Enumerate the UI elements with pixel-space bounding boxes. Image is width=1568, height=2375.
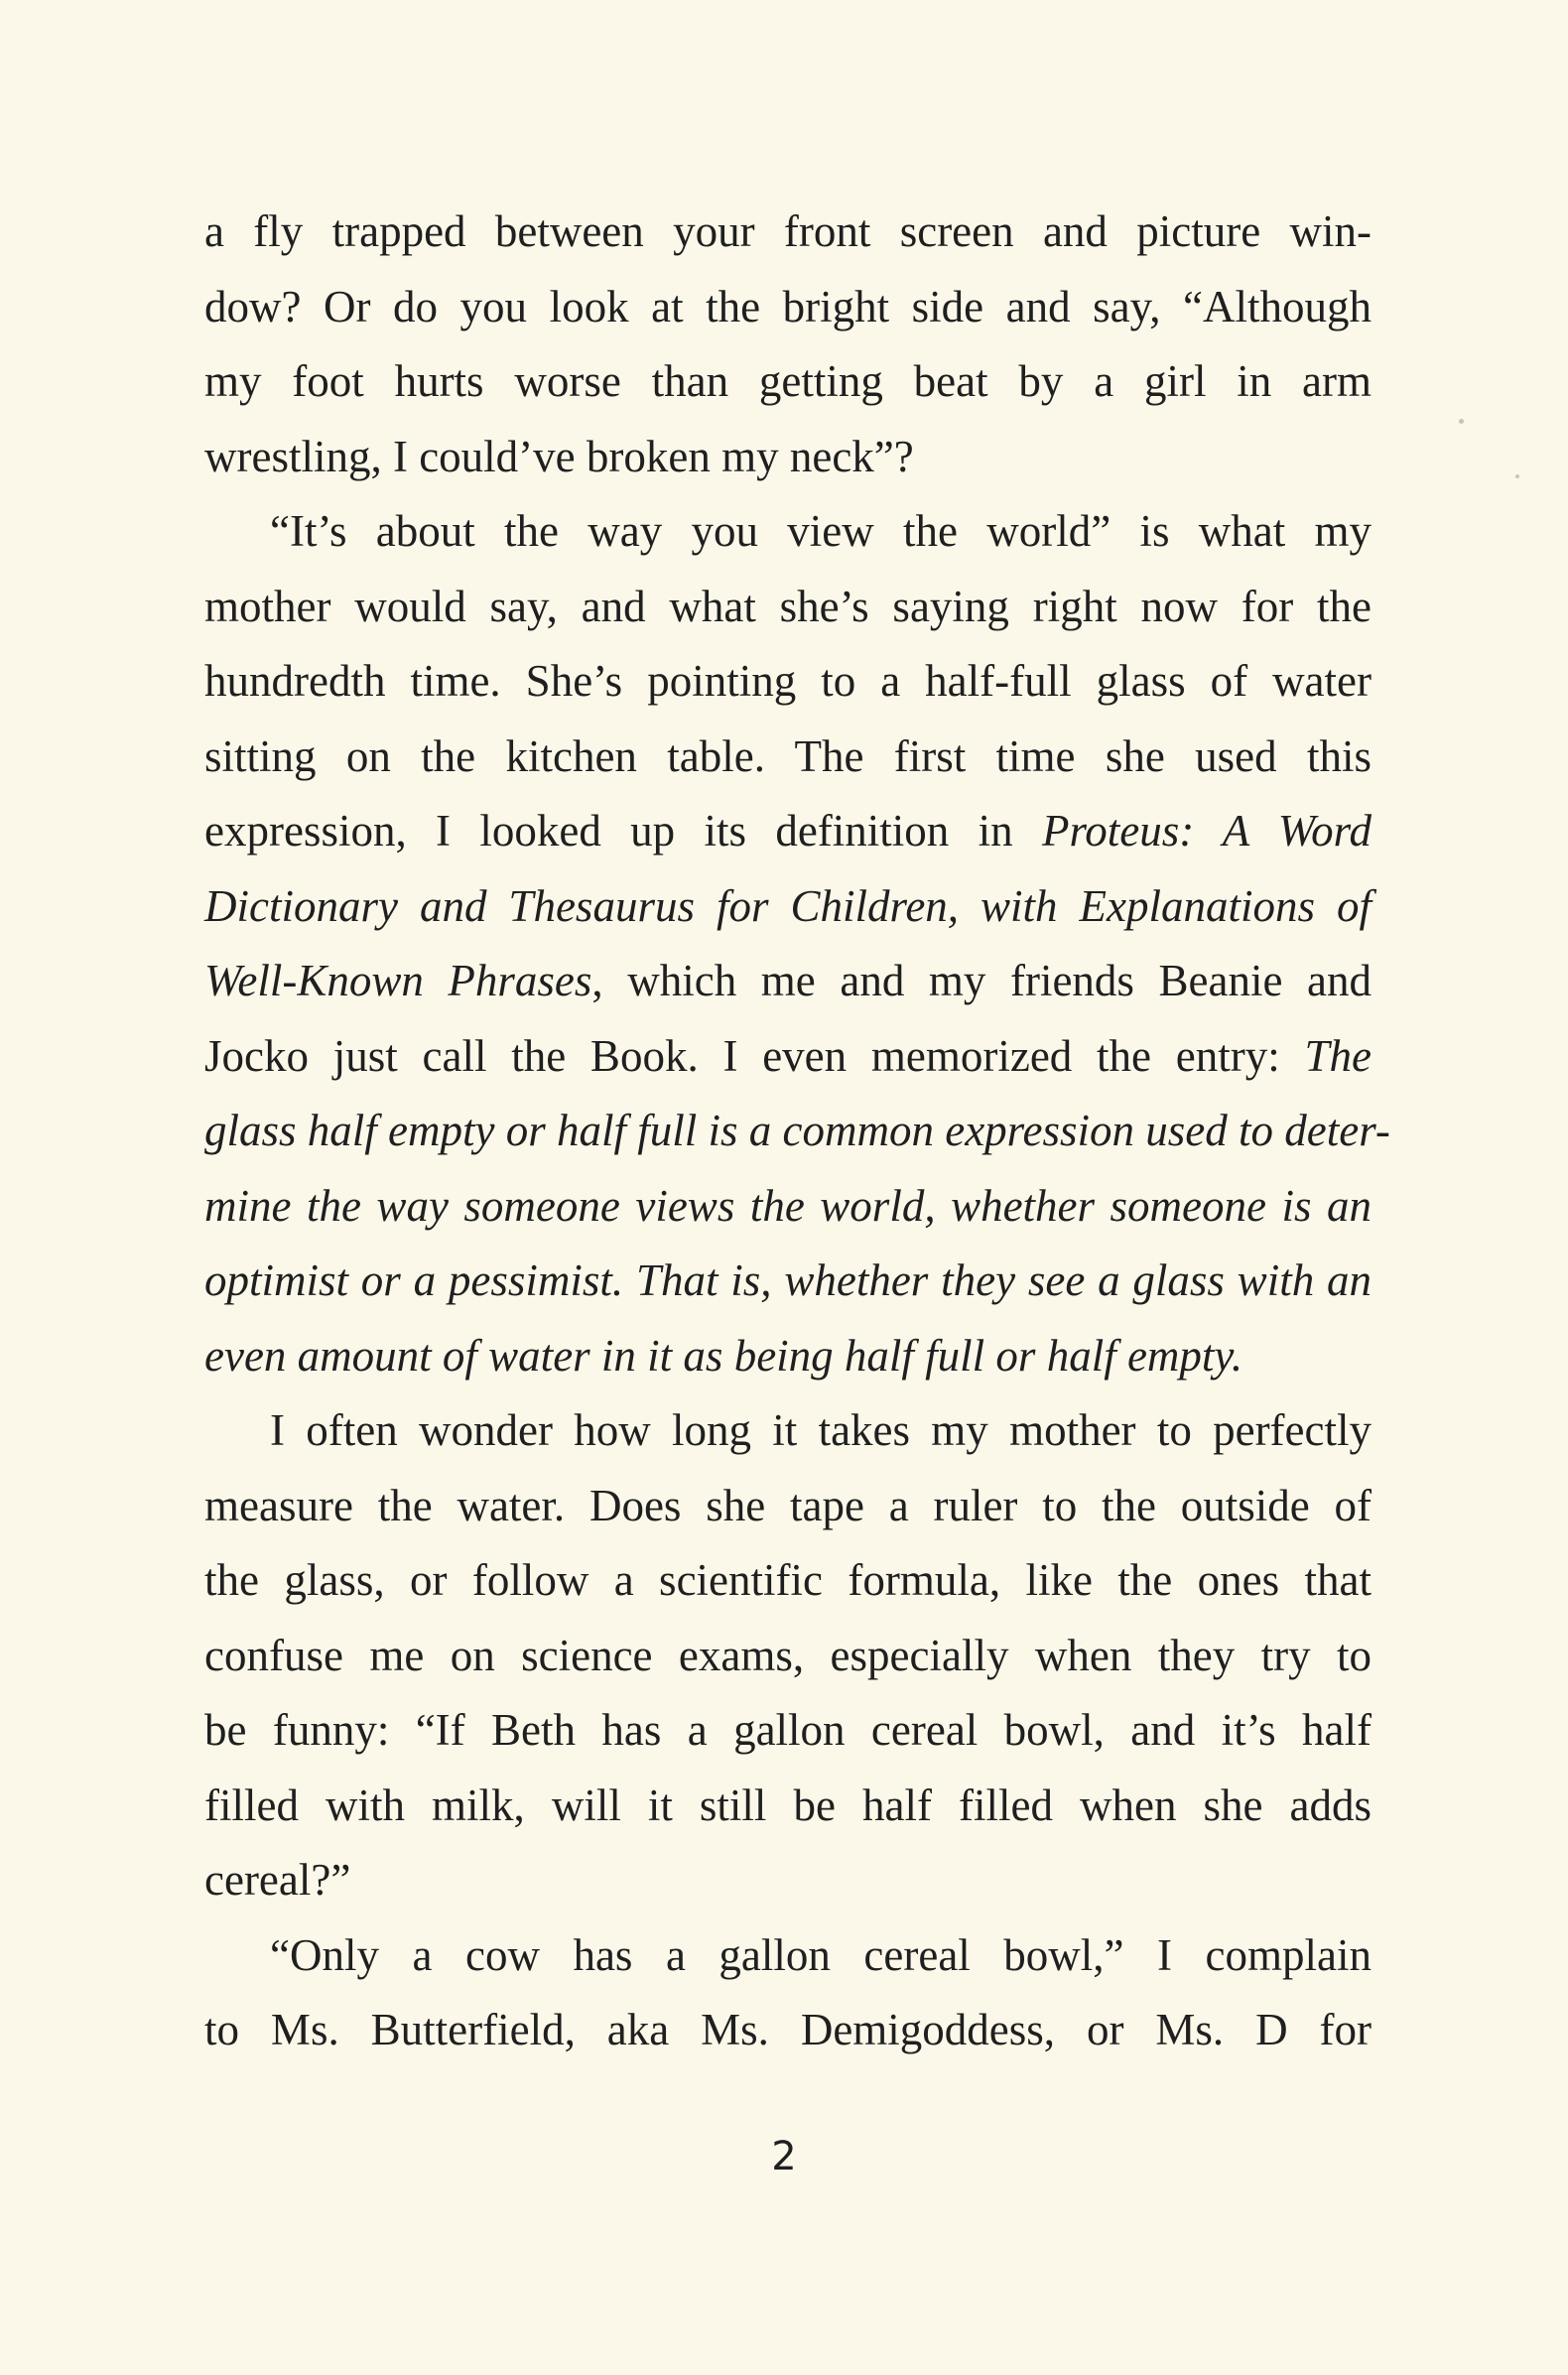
text-line: hundredth time. She’s pointing to a half-full glass of water [204,656,1372,706]
text-line [204,1169,1372,1245]
italic-text: optimist or a pessimist. That is, whether they see a glass with an [204,1255,1372,1305]
text-line: “It’s about the way you view the world” is what my [270,506,1372,556]
paper-speck [1459,419,1464,424]
text-line: measure the water. Does she tape a ruler to the outside of [204,1480,1372,1530]
text-line: wrestling, I could’ve broken my neck”? [204,431,914,481]
text-line [204,794,1372,869]
text-line [204,1019,1372,1095]
paper-speck [1515,474,1519,478]
text-line [204,944,1372,1019]
italic-text: mine the way someone views the world, whether someone is an [204,1180,1372,1231]
italic-text: The [1304,1030,1372,1081]
italic-text: even amount of water in it as being half full or half empty. [204,1330,1243,1381]
text-line: cereal?” [204,1855,351,1905]
body-text [204,195,1390,2068]
text-segment: , which me and my friends Beanie and [591,956,1372,1005]
text-line: filled with milk, will it still be half filled when she adds [204,1780,1372,1830]
text-line: confuse me on science exams, especially when they try to [204,1630,1372,1680]
text-line [204,869,1372,945]
text-line [204,1094,1390,1169]
text-line: my foot hurts worse than getting beat by a girl in arm [204,356,1372,406]
text-line [204,1319,1372,1394]
text-line: sitting on the kitchen table. The first time she used this [204,730,1372,781]
text-line [204,1244,1372,1319]
text-line: the glass, or follow a scientific formula, like the ones that [204,1555,1372,1605]
text-line: mother would say, and what she’s saying right now for the [204,581,1372,631]
page-number: 2 [771,2134,797,2179]
text-line: a fly trapped between your front screen and picture win- [204,206,1372,256]
text-line: “Only a cow has a gallon cereal bowl,” I complain [270,1929,1372,1980]
text-line: be funny: “If Beth has a gallon cereal bowl, and it’s half [204,1705,1372,1755]
text-segment: Jocko just call the Book. I even memorized the entry: [204,1030,1305,1081]
text-line: I often wonder how long it takes my mother to perfectly [270,1405,1372,1455]
italic-text: glass half empty or half full is a common expression used to deter- [204,1106,1390,1155]
text-line: to Ms. Butterfield, aka Ms. Demigoddess, or Ms. D for [204,2005,1372,2054]
italic-text: Proteus: A Word [1041,806,1372,856]
italic-text: Dictionary and Thesaurus for Children, with Explanations of [204,880,1372,931]
text-segment: expression, I looked up its definition in [204,806,1042,856]
italic-text: Well-Known Phrases [204,956,592,1005]
text-line: dow? Or do you look at the bright side and say, “Although [204,281,1372,331]
